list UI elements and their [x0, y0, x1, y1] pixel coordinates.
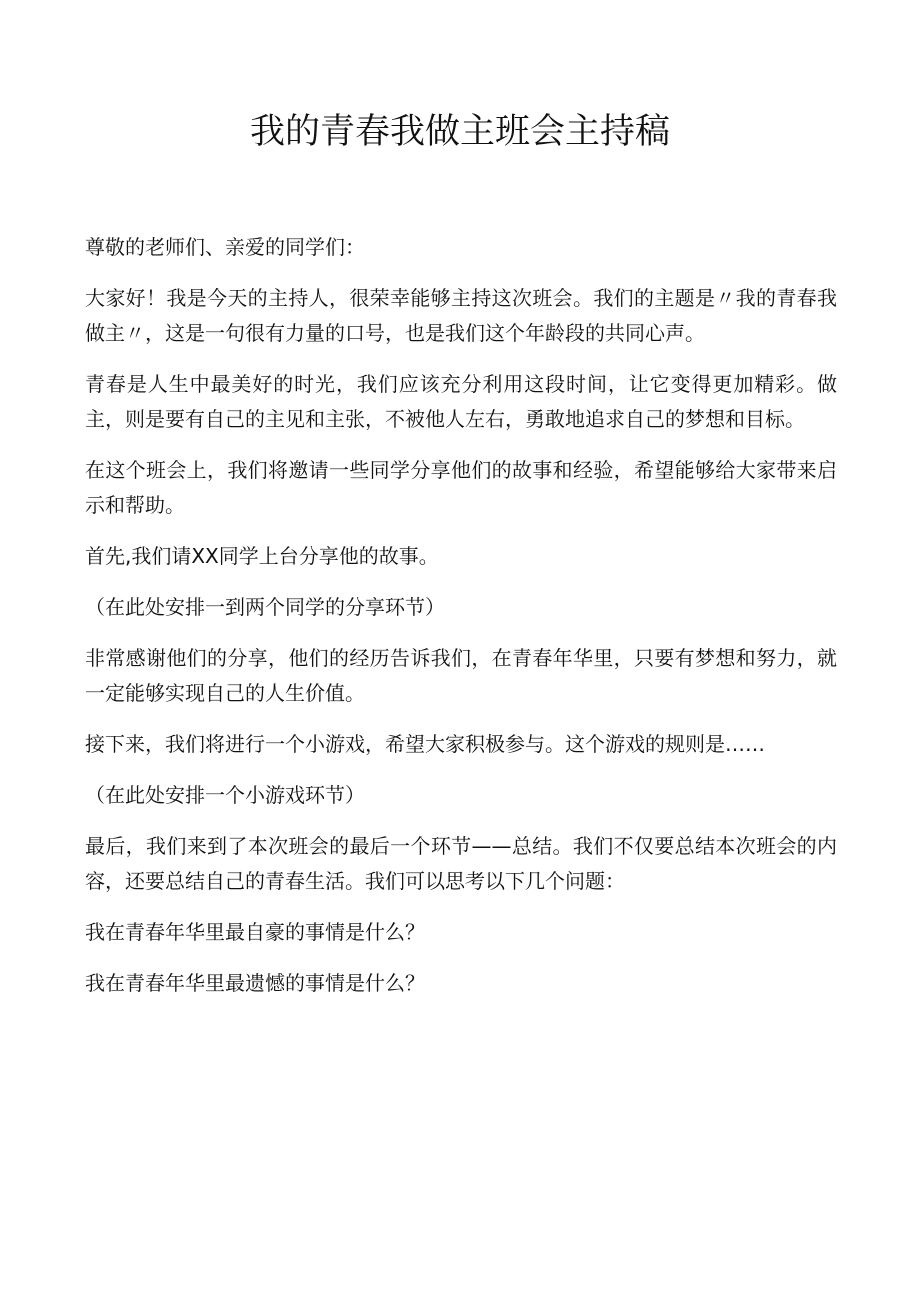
paragraph-greeting: 尊敬的老师们、亲爱的同学们：	[85, 235, 365, 259]
paragraph-invite: 在这个班会上，我们将邀请一些同学分享他们的故事和经验，希望能够给大家带来启示和帮助。	[85, 458, 837, 517]
document-body	[85, 230, 837, 1017]
paragraph-note-game: （在此处安排一个小游戏环节）	[85, 783, 365, 807]
paragraph-note-sharing: （在此处安排一到两个同学的分享环节）	[85, 595, 445, 619]
paragraph-thanks: 非常感谢他们的分享，他们的经历告诉我们，在青春年华里，只要有梦想和努力，就一定能够实现自己的人生价值。	[85, 646, 837, 705]
paragraph-summary: 最后，我们来到了本次班会的最后一个环节——总结。我们不仅要总结本次班会的内容，还要总结自己的青春生活。我们可以思考以下几个问题：	[85, 834, 837, 893]
paragraph-question-proud: 我在青春年华里最自豪的事情是什么？	[85, 920, 425, 944]
paragraph-game: 接下来，我们将进行一个小游戏，希望大家积极参与。这个游戏的规则是……	[85, 732, 765, 756]
paragraph-youth: 青春是人生中最美好的时光，我们应该充分利用这段时间，让它变得更加精彩。做主，则是要有自己的主见和主张，不被他人左右，勇敢地追求自己的梦想和目标。	[85, 372, 837, 431]
document-title: 我的青春我做主班会主持稿	[249, 112, 670, 152]
paragraph-question-regret: 我在青春年华里最遗憾的事情是什么？	[85, 971, 425, 995]
paragraph-opening: 大家好！我是今天的主持人，很荣幸能够主持这次班会。我们的主题是〃我的青春我做主〃，这是一句很有力量的口号，也是我们这个年龄段的共同心声。	[85, 286, 837, 345]
paragraph-first-speaker: 首先,我们请XX同学上台分享他的故事。	[85, 544, 439, 568]
